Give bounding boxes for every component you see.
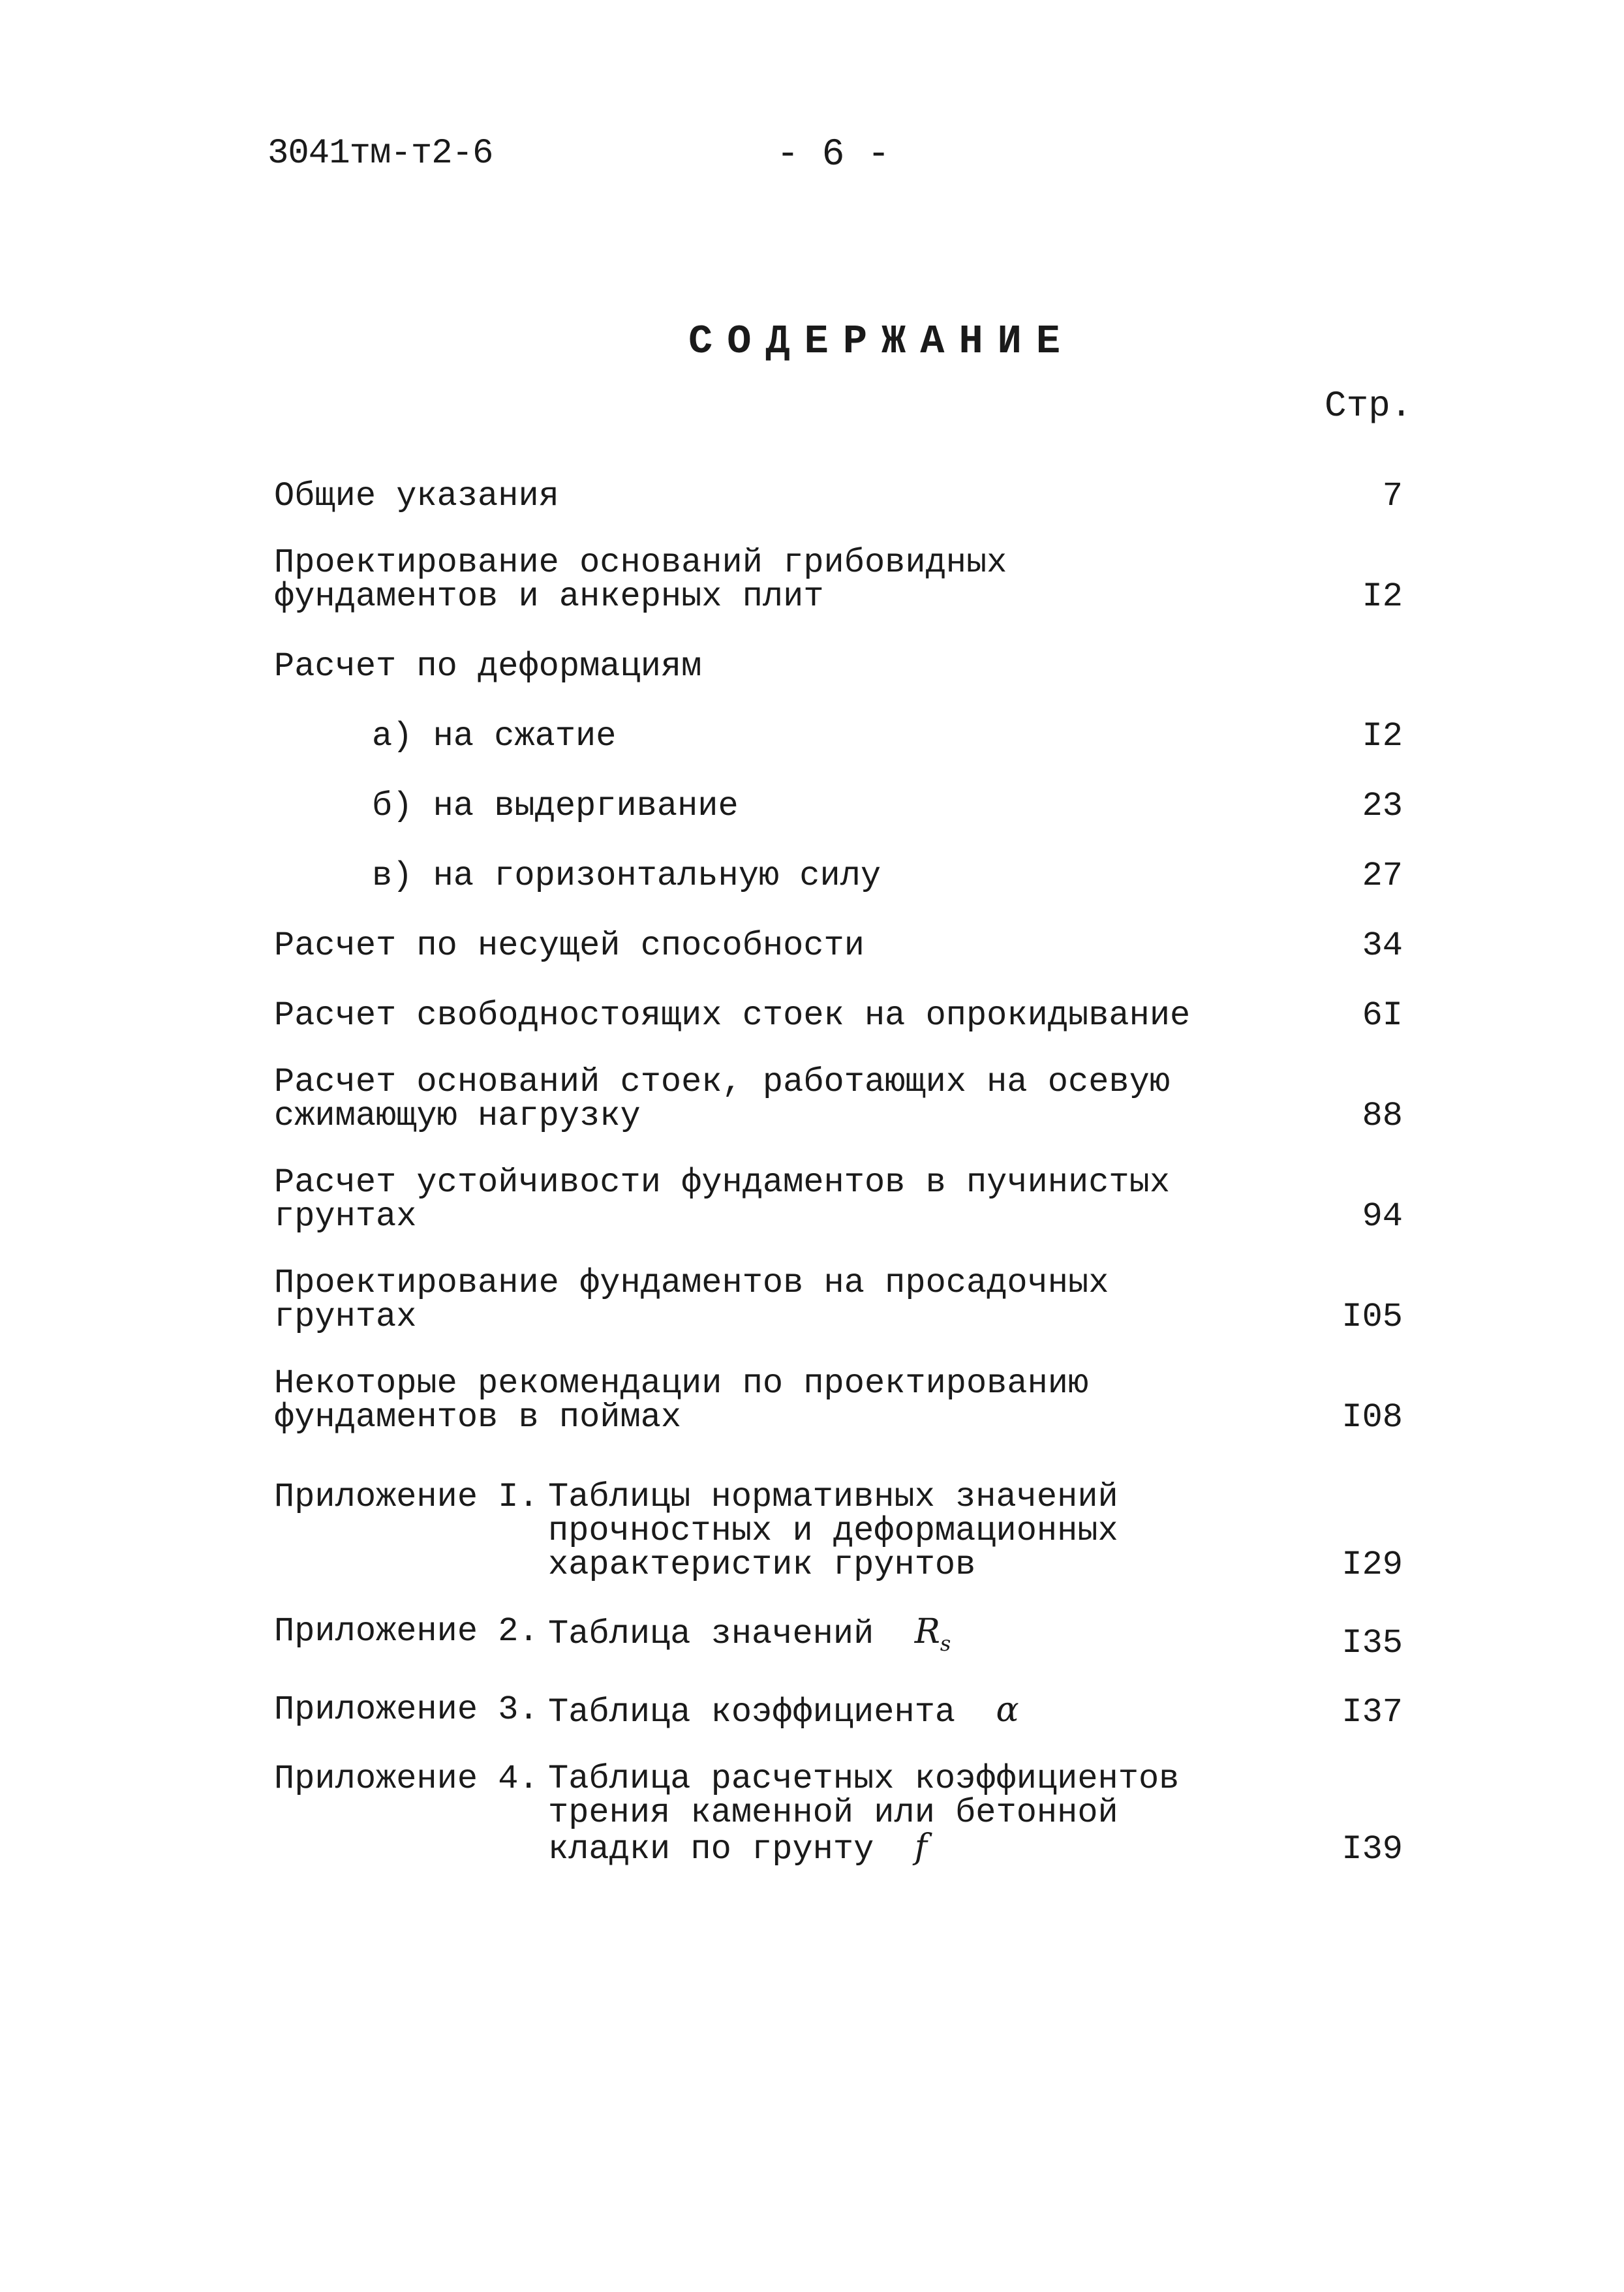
symbol-r: R — [914, 1612, 940, 1651]
appendix-page: I35 — [1341, 1624, 1403, 1662]
page-title: СОДЕРЖАНИЕ — [688, 318, 1075, 365]
toc-item — [274, 996, 1403, 1035]
toc-item-label: Расчет по несущей способности — [274, 926, 865, 965]
toc-item-page: 34 — [1362, 926, 1403, 965]
toc-item-label: Некоторые рекомендации по проектированию фундаментов в поймах — [274, 1364, 1089, 1437]
toc-item-label: Проектирование фундаментов на просадочных грунтах — [274, 1264, 1109, 1336]
symbol-f: f — [914, 1827, 927, 1867]
appendix-item — [274, 1762, 1403, 1867]
appendix-prefix: Приложение I. — [274, 1478, 539, 1516]
appendix-prefix: Приложение 3. — [274, 1690, 539, 1729]
toc-item-label: Расчет свободностоящих стоек на опрокидывание — [274, 996, 1191, 1035]
toc-item — [274, 647, 1403, 686]
toc-item-label: Расчет оснований стоек, работающих на осевую сжимающую нагрузку — [274, 1063, 1171, 1135]
toc-item-page: I08 — [1341, 1398, 1403, 1437]
toc-item-page: 7 — [1382, 477, 1403, 515]
appendix-page: I37 — [1341, 1693, 1403, 1732]
appendix-title: Таблица значений $R_s$ — [548, 1612, 951, 1656]
toc-item — [274, 717, 1403, 756]
page-column-label: Стр. — [1325, 385, 1413, 427]
appendix-page: I39 — [1341, 1830, 1403, 1869]
toc-item-page: 27 — [1362, 857, 1403, 895]
appendix-item — [274, 1612, 1403, 1662]
toc-item-page: 88 — [1362, 1097, 1403, 1135]
toc-item-label: Расчет по деформациям — [274, 647, 702, 686]
toc-item-label: Расчет устойчивости фундаментов в пучинистых грунтах — [274, 1163, 1171, 1236]
toc-item-page: 94 — [1362, 1197, 1403, 1236]
toc-item-label: б) на выдергивание — [372, 787, 739, 825]
appendix-item — [274, 1690, 1403, 1732]
toc-item-page: 23 — [1362, 787, 1403, 825]
toc-item-label: Проектирование оснований грибовидных фундаментов и анкерных плит — [274, 543, 1007, 616]
appendix-item — [274, 1480, 1403, 1582]
document-code: 3041тм-т2-6 — [268, 134, 493, 174]
toc-item — [274, 477, 1403, 515]
appendix-title: Таблица коэффициента α — [548, 1690, 1019, 1732]
toc-item — [274, 1163, 1403, 1236]
symbol-r-subscript: s — [940, 1631, 951, 1656]
toc-item-page: I2 — [1362, 717, 1403, 756]
toc-item-label: Общие указания — [274, 477, 559, 515]
appendix-title: Таблицы нормативных значений прочностных и деформационных характеристик грунтов — [548, 1478, 1118, 1584]
toc-item-label: а) на сжатие — [372, 717, 617, 756]
appendix-prefix: Приложение 4. — [274, 1760, 539, 1798]
appendix-page: I29 — [1341, 1546, 1403, 1584]
toc-item — [274, 926, 1403, 965]
toc-item-page: I05 — [1341, 1298, 1403, 1336]
appendix-prefix: Приложение 2. — [274, 1612, 539, 1651]
symbol-alpha: α — [996, 1690, 1019, 1730]
toc-item — [274, 1065, 1403, 1133]
table-of-contents — [274, 477, 1403, 1869]
toc-item — [274, 789, 1403, 823]
toc-item — [274, 859, 1403, 893]
toc-item — [274, 543, 1403, 616]
toc-item — [274, 1364, 1403, 1437]
page-number: - 6 - — [776, 134, 891, 176]
toc-item-page: I2 — [1362, 577, 1403, 616]
toc-item — [274, 1266, 1403, 1334]
appendix-title: Таблица расчетных коэффициентов трения каменной или бетонной кладки по грунту f — [548, 1760, 1180, 1869]
toc-item-page: 6I — [1362, 996, 1403, 1035]
toc-item-label: в) на горизонтальную силу — [372, 857, 881, 895]
